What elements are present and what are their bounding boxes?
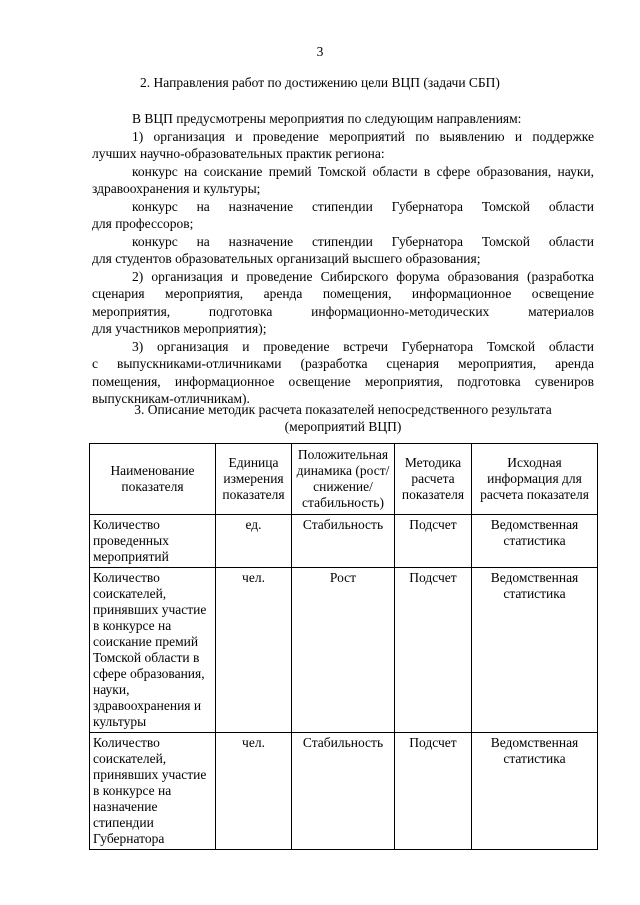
cell-unit: ед. [216, 515, 292, 568]
paragraph-contest-3-line-1: конкурс на назначение стипендии Губернатора Томской области [132, 233, 594, 249]
table-header-row [90, 444, 598, 515]
cell-source: Ведомственная статистика [472, 568, 598, 733]
cell-dynamics: Рост [292, 568, 395, 733]
paragraph-intro: В ВЦП предусмотрены мероприятия по следующим направлениям: [132, 111, 522, 126]
table-row [90, 515, 598, 568]
cell-dynamics: Стабильность [292, 515, 395, 568]
paragraph-item-1-line-2: лучших научно-образовательных практик региона: [92, 146, 385, 161]
cell-method: Подсчет [395, 515, 472, 568]
paragraph-item-2-line-2: сценария мероприятия, аренда помещения, информационное освещение [92, 286, 594, 301]
cell-method: Подсчет [395, 568, 472, 733]
cell-indicator-name: Количество соискателей, принявших участие в конкурсе на соискание премий Томской области в сфере образования, науки, здравоохранения и культуры [90, 568, 216, 733]
paragraph-contest-1-line-2: здравоохранения и культуры; [92, 181, 261, 196]
table-row [90, 568, 598, 733]
paragraph-contest-2-line-2: для профессоров; [92, 216, 194, 231]
header-indicator-name: Наименование показателя [90, 444, 216, 515]
paragraph-item-1-line-1: 1) организация и проведение мероприятий по выявлению и поддержке [132, 128, 594, 144]
paragraph-item-3-line-4: выпускникам-отличникам). [92, 391, 250, 406]
header-unit: Единица измерения показателя [216, 444, 292, 515]
section-3-title-line-1: 3. Описание методик расчета показателей непосредственного результата [134, 402, 552, 417]
header-source: Исходная информация для расчета показателя [472, 444, 598, 515]
cell-indicator-name: Количество проведенных мероприятий [90, 515, 216, 568]
cell-source: Ведомственная статистика [472, 733, 598, 850]
section-3-title-line-2: (мероприятий ВЦП) [284, 419, 402, 434]
header-method: Методика расчета показателя [395, 444, 472, 515]
page-number: 3 [316, 44, 324, 59]
paragraph-item-3-line-1: 3) организация и проведение встречи Губернатора Томской области [132, 338, 594, 354]
cell-dynamics: Стабильность [292, 733, 395, 850]
paragraph-item-2-line-1: 2) организация и проведение Сибирского форума образования (разработка [132, 268, 594, 284]
paragraph-contest-3-line-2: для студентов образовательных организаций высшего образования; [92, 251, 481, 266]
paragraph-item-3-line-2: с выпускниками-отличниками (разработка сценария мероприятия, аренда [92, 356, 594, 371]
section-2-title: 2. Направления работ по достижению цели ВЦП (задачи СБП) [140, 75, 500, 90]
cell-source: Ведомственная статистика [472, 515, 598, 568]
cell-method: Подсчет [395, 733, 472, 850]
table-row [90, 733, 598, 850]
section-2-body [92, 110, 594, 408]
paragraph-item-2-line-4: для участников мероприятия); [92, 321, 267, 336]
cell-unit: чел. [216, 733, 292, 850]
paragraph-item-3-line-3: помещения, информационное освещение мероприятия, подготовка сувениров [92, 373, 594, 389]
paragraph-item-2-line-3: мероприятия, подготовка информационно-методических материалов [92, 303, 594, 319]
cell-unit: чел. [216, 568, 292, 733]
paragraph-contest-1-line-1: конкурс на соискание премий Томской области в сфере образования, науки, [132, 163, 594, 179]
cell-indicator-name: Количество соискателей, принявших участие в конкурсе на назначение стипендии Губернатора [90, 733, 216, 850]
indicators-table [89, 443, 598, 850]
paragraph-contest-2-line-1: конкурс на назначение стипендии Губернатора Томской области [132, 198, 594, 214]
header-dynamics: Положительная динамика (рост/снижение/ стабильность) [292, 444, 395, 515]
section-3-title [92, 401, 594, 435]
